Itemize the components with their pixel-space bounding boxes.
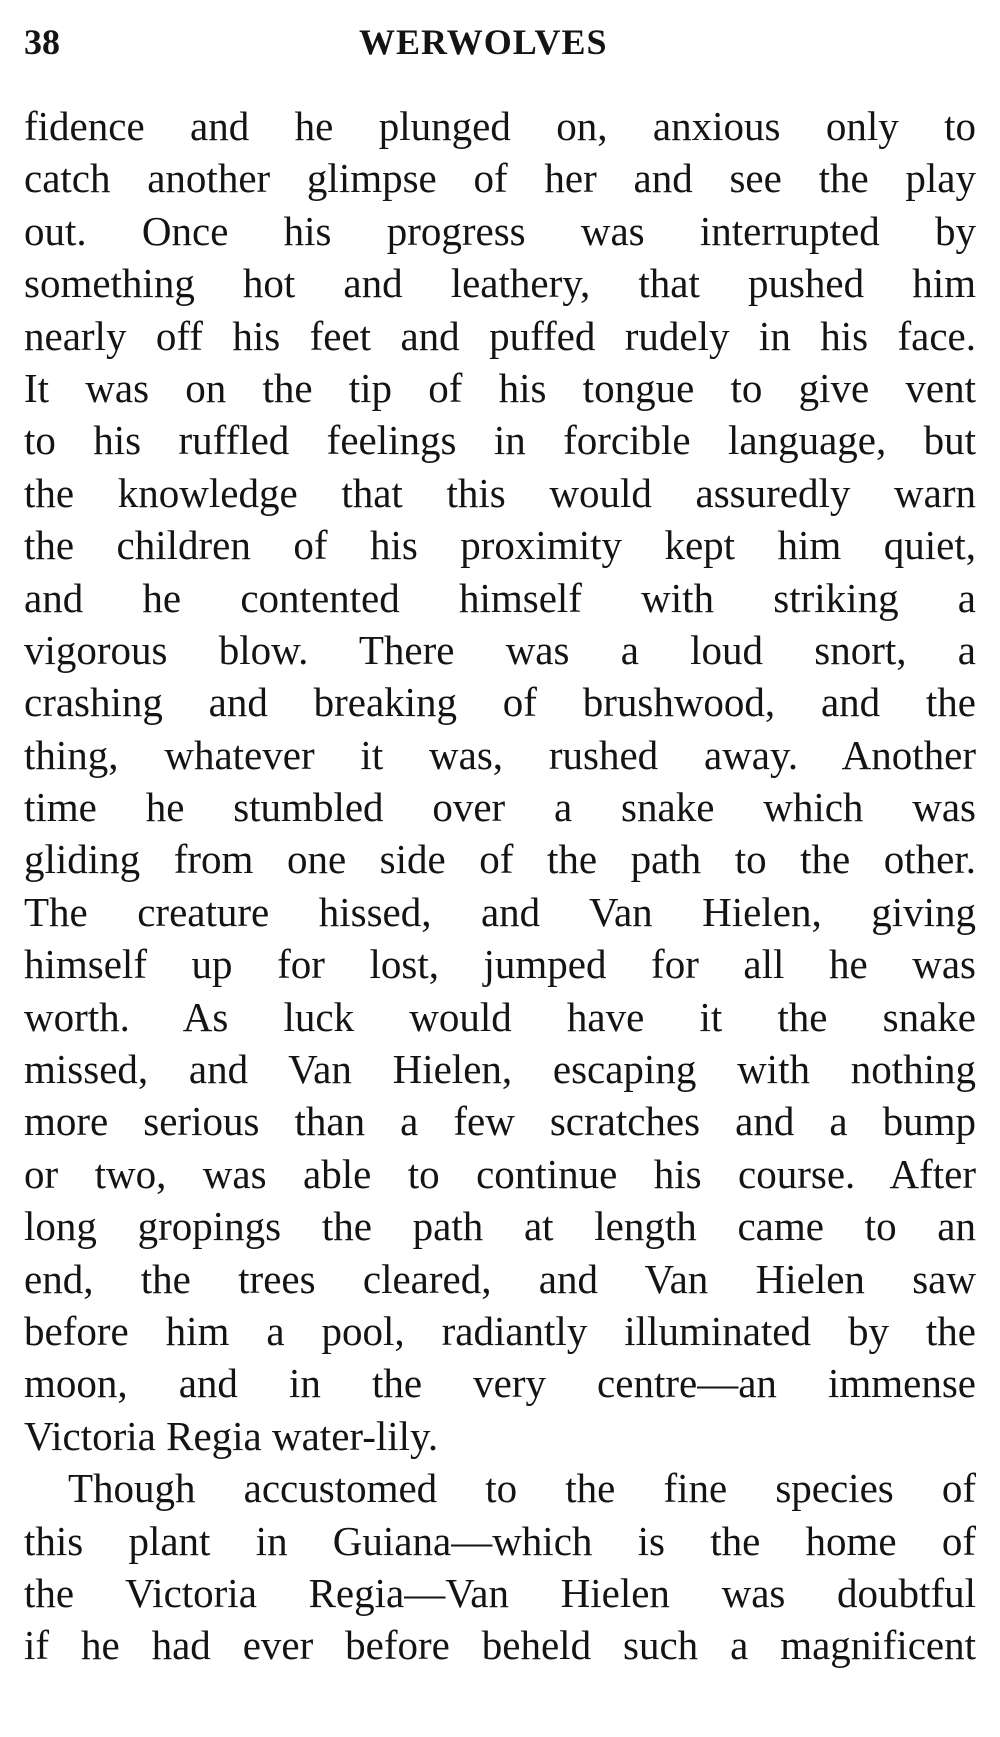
text-line: worth. As luck would have it the snake	[24, 993, 976, 1040]
text-line: The creature hissed, and Van Hielen, giving	[24, 888, 976, 935]
text-line: something hot and leathery, that pushed him	[24, 260, 976, 307]
text-line: It was on the tip of his tongue to give vent	[24, 364, 976, 411]
running-title: WERWOLVES	[359, 22, 608, 62]
paragraph-1	[24, 100, 976, 1462]
text-line: the children of his proximity kept him quiet,	[24, 522, 976, 569]
text-line: long gropings the path at length came to an	[24, 1203, 976, 1250]
text-line: before him a pool, radiantly illuminated by the	[24, 1307, 976, 1354]
text-line: moon, and in the very centre—an immense	[24, 1360, 976, 1407]
body-text	[24, 100, 976, 1672]
text-line: to his ruffled feelings in forcible language, but	[24, 417, 976, 464]
text-line: thing, whatever it was, rushed away. Another	[24, 731, 976, 778]
text-line: end, the trees cleared, and Van Hielen saw	[24, 1255, 976, 1302]
text-line: missed, and Van Hielen, escaping with nothing	[24, 1046, 976, 1093]
text-line: gliding from one side of the path to the other.	[24, 836, 976, 883]
text-line: out. Once his progress was interrupted by	[24, 207, 976, 254]
text-line: himself up for lost, jumped for all he was	[24, 941, 976, 988]
text-line: nearly off his feet and puffed rudely in his face.	[24, 312, 976, 359]
text-line: and he contented himself with striking a	[24, 574, 976, 621]
text-line: vigorous blow. There was a loud snort, a	[24, 626, 976, 673]
text-line: fidence and he plunged on, anxious only to	[24, 103, 976, 149]
text-line: Victoria Regia water-lily.	[24, 1412, 439, 1459]
page-header	[24, 18, 976, 68]
text-line: the Victoria Regia—Van Hielen was doubtful	[24, 1569, 976, 1616]
text-line: Though accustomed to the fine species of	[68, 1465, 976, 1512]
text-line: if he had ever before beheld such a magnificent	[24, 1622, 976, 1669]
page-number: 38	[24, 22, 60, 62]
text-line: this plant in Guiana—which is the home of	[24, 1517, 976, 1564]
paragraph-2	[24, 1462, 976, 1672]
text-line: more serious than a few scratches and a bump	[24, 1098, 976, 1145]
text-line: catch another glimpse of her and see the play	[24, 155, 976, 202]
text-line: the knowledge that this would assuredly warn	[24, 469, 976, 516]
text-line: or two, was able to continue his course. After	[24, 1150, 976, 1197]
text-line: crashing and breaking of brushwood, and the	[24, 679, 976, 726]
text-line: time he stumbled over a snake which was	[24, 784, 976, 831]
